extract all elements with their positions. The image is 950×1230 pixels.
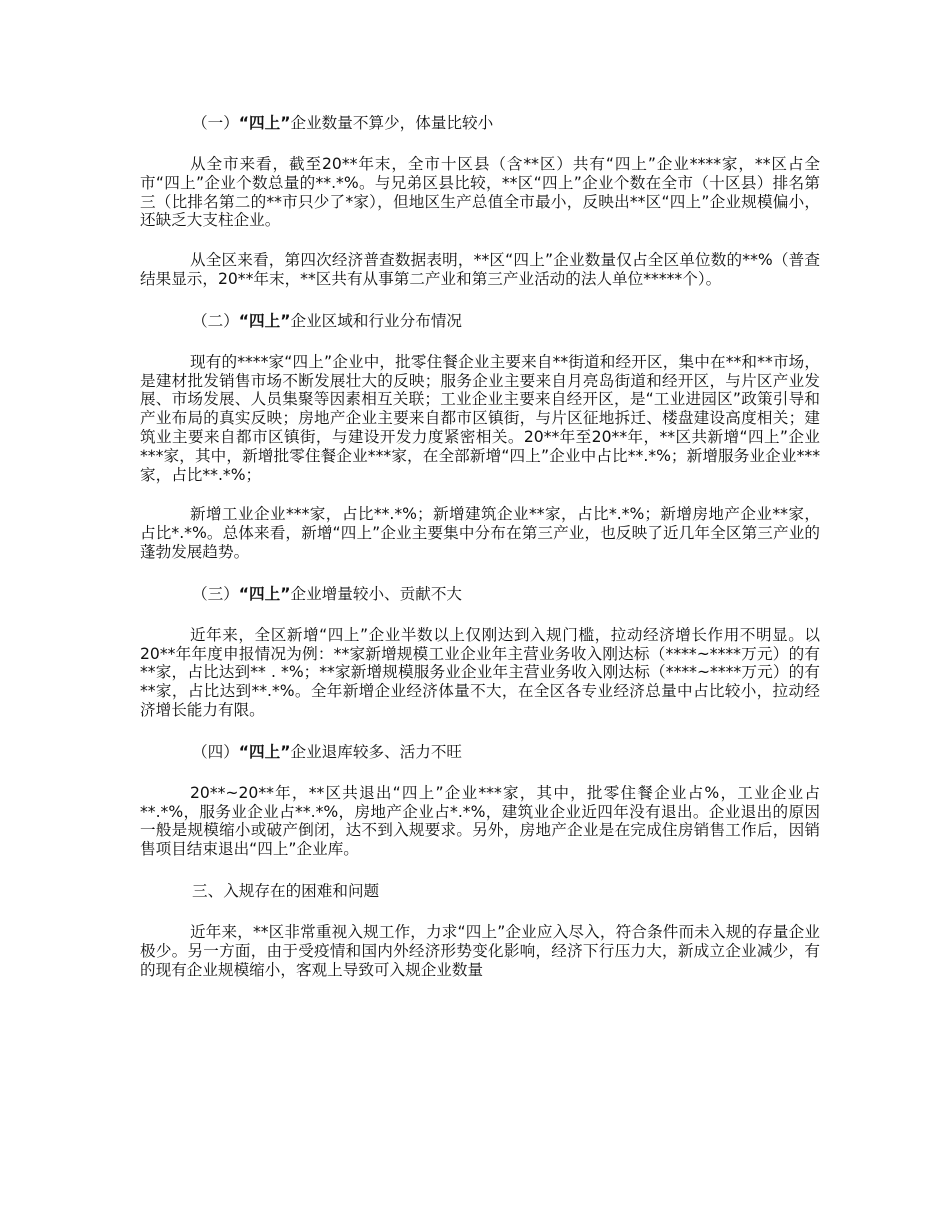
paragraph: 近年来，**区非常重视入规工作，力求“四上”企业应入尽入，符合条件而未入规的存量企业极少。另一方面，由于受疫情和国内外经济形势变化影响，经济下行压力大，新成立企业减少，有的现有企业规模缩小，客观上导致可入规企业数量 [140,922,820,979]
paragraph: 现有的****家“四上”企业中，批零住餐企业主要来自**街道和经开区，集中在**和**市场，是建材批发销售市场不断发展壮大的反映；服务企业主要来自月亮岛街道和经开区，与片区产业发展、市场发展、人员集聚等因素相互关联；工业企业主要来自经开区，是“工业进园区”政策引导和产业布局的真实反映；房地产企业主要来自都市区镇街，与片区征地拆迁、楼盘建设高度相关；建筑业主要来自都市区镇街，与建设开发力度紧密相关。20**年至20**年，**区共新增“四上”企业***家，其中，新增批零住餐企业***家，在全部新增“四上”企业中占比**.*%；新增服务业企业***家，占比**.*%； [140,352,820,484]
heading-quote: “四上” [238,311,291,330]
paragraph: 近年来，全区新增“四上”企业半数以上仅刚达到入规门槛，拉动经济增长作用不明显。以20**年年度申报情况为例：**家新增规模工业企业年主营业务收入刚达标（****~****万元）的有**家，占比达到** . *%；**家新增规模服务业企业年主营业务收入刚达标（****~****万元）的有**家，占比达到**.*%。全年新增企业经济体量不大，在全区各专业经济总量中占比较小，拉动经济增长能力有限。 [140,625,820,719]
heading-quote: “四上” [238,584,291,603]
section-heading-5: 三、入规存在的困难和问题 [192,881,380,900]
heading-text: 企业数量不算少，体量比较小 [290,114,494,132]
section-heading-1 [140,112,820,134]
heading-prefix: （一） [192,114,239,132]
heading-prefix: （二） [192,311,239,330]
heading-quote: “四上” [238,742,291,761]
heading-text: 企业区域和行业分布情况 [290,311,463,330]
section-heading-3 [140,583,820,605]
paragraph: 20**~20**年，**区共退出“四上”企业***家，其中，批零住餐企业占%，工业企业占**.*%，服务业企业占**.*%，房地产企业占*.*%，建筑业企业近四年没有退出。企业退出的原因一般是规模缩小或破产倒闭，达不到入规要求。另外，房地产企业是在完成住房销售工作后，因销售项目结束退出“四上”企业库。 [140,783,820,859]
paragraph: 从全市来看，截至20**年末，全市十区县（含**区）共有“四上”企业****家，**区占全市“四上”企业个数总量的**.*%。与兄弟区县比较，**区“四上”企业个数在全市（十区县）排名第三（比排名第二的**市只少了*家），但地区生产总值全市最小，反映出**区“四上”企业规模偏小，还缺乏大支柱企业。 [140,155,820,230]
heading-prefix: （三） [192,584,239,603]
document-page [140,112,820,1000]
heading-text: 企业退库较多、活力不旺 [290,742,463,761]
section-heading-2 [140,310,820,332]
section-heading-4 [140,741,820,763]
paragraph: 从全区来看，第四次经济普查数据表明，**区“四上”企业数量仅占全区单位数的**%（普查结果显示，20**年末，**区共有从事第二产业和第三产业活动的法人单位*****个）。 [140,251,820,288]
heading-text: 企业增量较小、贡献不大 [290,584,463,603]
paragraph: 新增工业企业***家，占比**.*%；新增建筑企业**家，占比*.*%；新增房地产企业**家，占比*.*%。总体来看，新增“四上”企业主要集中分布在第三产业，也反映了近几年全区第三产业的蓬勃发展趋势。 [140,505,820,561]
heading-quote: “四上” [238,114,291,132]
heading-prefix: （四） [192,742,239,761]
